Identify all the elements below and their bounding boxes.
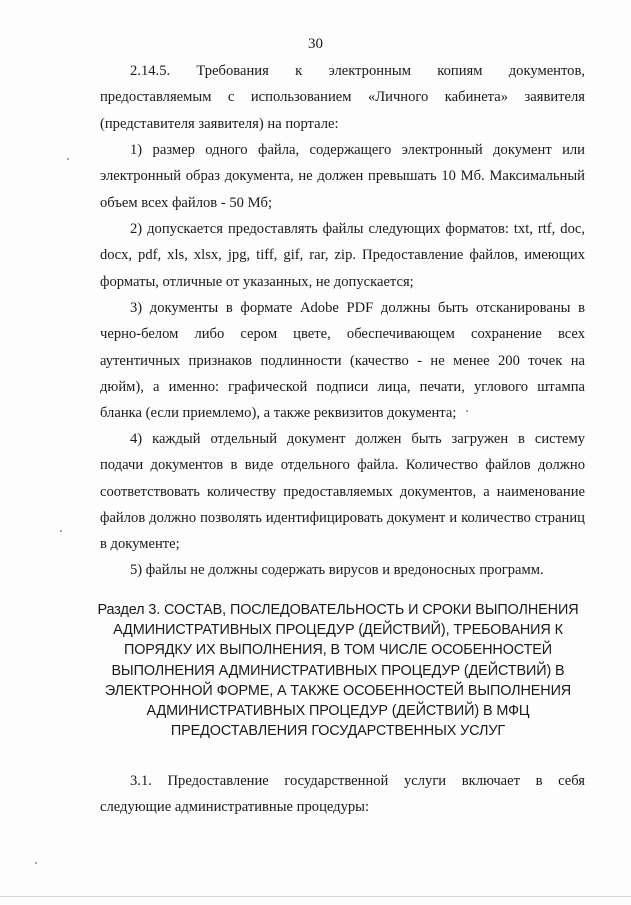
- scan-speck: [67, 158, 69, 160]
- list-item-3: [100, 295, 585, 426]
- text-line: 5) файлы не должны содержать вирусов и вредоносных программ.: [130, 562, 544, 578]
- heading-line: ПОРЯДКУ ИХ ВЫПОЛНЕНИЯ, В ТОМ ЧИСЛЕ ОСОБЕННОСТЕЙ: [123, 642, 553, 659]
- heading-line: АДМИНИСТРАТИВНЫХ ПРОЦЕДУР (ДЕЙСТВИЙ), ТРЕБОВАНИЯ К: [113, 622, 563, 639]
- list-item-1: [100, 137, 585, 216]
- text-line: черно-белом либо сером цвете, обеспечивающем сохранение всех: [100, 326, 585, 343]
- text-line: аутентичных признаков подлинности (качество - не менее 200 точек на: [100, 352, 585, 369]
- text-line: в документе;: [100, 536, 180, 553]
- text-line: соответствовать количеству предоставляемых документов, а наименование: [100, 483, 585, 500]
- heading-line: АДМИНИСТРАТИВНЫХ ПРОЦЕДУР (ДЕЙСТВИЙ) В МФЦ: [146, 703, 530, 720]
- heading-line: ВЫПОЛНЕНИЯ АДМИНИСТРАТИВНЫХ ПРОЦЕДУР (ДЕЙСТВИЙ) В: [111, 662, 565, 679]
- text-line: docx, pdf, xls, xlsx, jpg, tiff, gif, rar, zip. Предоставление файлов, имеющих: [100, 247, 585, 264]
- scan-edge-line: [0, 896, 631, 897]
- paragraph-2-14-5: [100, 58, 585, 137]
- text-line: подачи документов в виде отдельного файла. Количество файлов должно: [100, 457, 585, 474]
- page-number: 30: [308, 36, 323, 52]
- text-line: 3) документы в формате Adobe PDF должны быть отсканированы в: [130, 300, 585, 316]
- text-line: бланка (если приемлемо), а также реквизитов документа;: [100, 405, 457, 422]
- paragraph-3-1: [100, 768, 585, 821]
- scan-speck: [35, 862, 37, 864]
- text-line: 2) допускается предоставлять файлы следующих форматов: txt, rtf, doc,: [130, 221, 585, 237]
- text-line: 4) каждый отдельный документ должен быть загружен в систему: [130, 431, 585, 447]
- text-line: 3.1. Предоставление государственной услуги включает в себя: [130, 773, 585, 789]
- text-line: (представителя заявителя) на портале:: [100, 115, 339, 132]
- list-item-2: [100, 216, 585, 295]
- text-line: 2.14.5. Требования к электронным копиям документов,: [130, 63, 585, 79]
- text-line: дюйм), а именно: графической подписи лица, печати, углового штампа: [100, 378, 585, 395]
- list-item-4: [100, 426, 585, 557]
- text-line: объем всех файлов - 50 Мб;: [100, 194, 273, 211]
- text-line: файлов должно позволять идентифицировать документ и количество страниц: [100, 509, 585, 526]
- text-line: предоставляемым с использованием «Личного кабинета» заявителя: [100, 89, 585, 106]
- text-line: следующие административные процедуры:: [100, 799, 370, 816]
- text-line: 1) размер одного файла, содержащего электронный документ или: [130, 142, 585, 158]
- text-line: электронный образ документа, не должен превышать 10 Мб. Максимальный: [100, 168, 585, 185]
- section-3-heading: [88, 600, 588, 741]
- heading-line: ЭЛЕКТРОННОЙ ФОРМЕ, А ТАКЖЕ ОСОБЕННОСТЕЙ ВЫПОЛНЕНИЯ: [104, 682, 572, 699]
- heading-line: Раздел 3. СОСТАВ, ПОСЛЕДОВАТЕЛЬНОСТЬ И СРОКИ ВЫПОЛНЕНИЯ: [97, 602, 579, 618]
- scan-speck: [60, 530, 62, 532]
- list-item-5: [115, 557, 585, 583]
- heading-line: ПРЕДОСТАВЛЕНИЯ ГОСУДАРСТВЕННЫХ УСЛУГ: [170, 723, 506, 740]
- scan-speck: [466, 410, 468, 412]
- text-line: форматы, отличные от указанных, не допускается;: [100, 273, 414, 290]
